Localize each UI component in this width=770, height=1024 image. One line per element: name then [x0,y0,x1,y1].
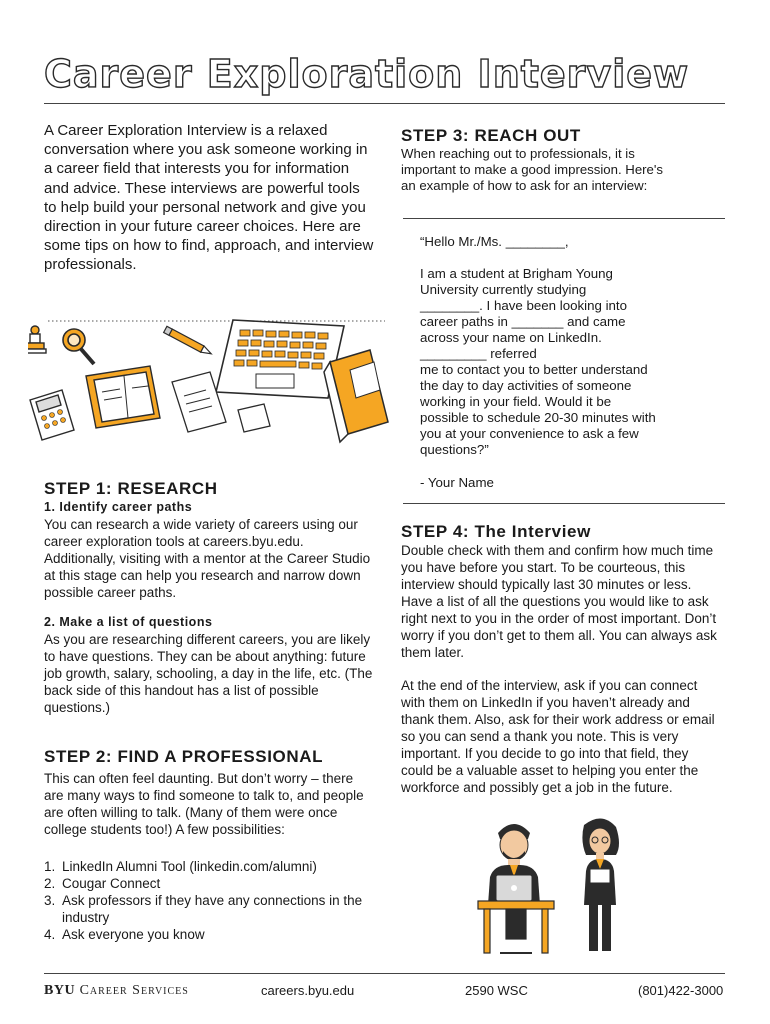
list-item [44,892,374,926]
step4-text2: At the end of the interview, ask if you can connect with them on LinkedIn if you haven’t already and thank them. Also, ask for their work address or email so you can send a thank you note. This is very important. If you decide to go into that field, they could be a valuable asset to helping you enter the workforce and possibly get a job in the future. [401,678,715,795]
step1-sub1-heading: 1. Identify career paths [44,500,193,514]
page-title: Career Exploration Interview [44,52,690,96]
notebook-icon [324,350,388,442]
email-line: ________. I have been looking into [420,298,628,313]
email-line: working in your field. Would it be [420,394,612,409]
man-figure [488,824,540,905]
stamp-icon [28,326,46,353]
step2-text: This can often feel daunting. But don’t worry – there are many ways to find someone to talk to, and people are often willing to talk. (Many of them were once college students too!) A few possibilities: [44,771,364,837]
woman-figure [582,818,619,951]
step1-sub2-heading: 2. Make a list of questions [44,615,213,629]
email-line: I am a student at Brigham Young [420,266,613,281]
sticky-note-icon [238,404,270,432]
title-divider [44,103,725,104]
byu-career-services-logo [44,983,189,999]
intro-paragraph: A Career Exploration Interview is a relaxed conversation where you ask someone working in a career field that interests you for information and advice. These interviews are powerful tools to help build your personal network and give you direction in your future career choices. Here are some tips on how to find, approach, and interview professionals. [44,122,374,274]
possibilities-list [44,858,374,943]
email-line: possible to schedule 20-30 minutes with [420,410,656,425]
email-line: across your name on LinkedIn. [420,330,602,345]
email-line: the day to day activities of someone [420,378,632,393]
email-example-box [403,218,725,504]
list-item-number: 2. [44,876,56,891]
footer-website: careers.byu.edu [261,983,355,998]
list-item-text: LinkedIn Alumni Tool (linkedin.com/alumni) [62,859,317,874]
list-item-text: Ask everyone you know [62,927,205,942]
step1-text2: As you are researching different careers, you are likely to have questions. They can be about anything: future job growth, salary, schooling, a day in the life, etc. (The back side of this handout has a list of possible questions.) [44,632,373,715]
laptop-icon [216,320,344,398]
step1-text1: You can research a wide variety of careers using our career exploration tools at careers.byu.edu. Additionally, visiting with a mentor at the Career Studio at this stage can help you research and narrow down possible career paths. [44,517,371,600]
interview-illustration [470,815,640,963]
email-line: me to contact you to better understand [420,362,648,377]
email-line: University currently studying [420,282,587,297]
step4-heading: STEP 4: The Interview [401,522,591,541]
list-item [44,875,374,892]
list-item [44,858,374,875]
email-line: _________ referred [420,346,537,361]
planner-icon [86,366,160,428]
pencil-icon [164,326,213,357]
calculator-icon [30,390,74,440]
byu-brand: BYU [44,983,76,998]
list-item [44,926,374,943]
desk-figure [478,901,554,953]
list-item-text: Ask professors if they have any connections in the industry [62,893,363,925]
email-line: questions?” [420,442,489,457]
career-services-label: Career Services [79,983,189,998]
email-line: career paths in _______ and came [420,314,626,329]
list-item-number: 3. [44,893,56,908]
list-item-number: 4. [44,927,56,942]
footer-location: 2590 WSC [465,983,528,998]
email-signature: - Your Name [420,475,494,490]
list-item-number: 1. [44,859,56,874]
email-line: “Hello Mr./Ms. ________, [420,234,569,249]
step2-heading: STEP 2: FIND A PROFESSIONAL [44,747,324,766]
email-line: you at your convenience to ask a few [420,426,639,441]
footer-phone: (801)422-3000 [638,983,724,998]
desk-illustration [28,312,390,462]
step3-heading: STEP 3: REACH OUT [401,126,581,145]
list-item-text: Cougar Connect [62,876,161,891]
magnifier-icon [63,329,94,364]
footer-divider [44,973,725,974]
step3-text: When reaching out to professionals, it is important to make a good impression. Here's an example of how to ask for an interview: [401,146,663,193]
step1-heading: STEP 1: RESEARCH [44,479,218,498]
step4-text1: Double check with them and confirm how much time you have before you start. To be courteous, this interview should typically last 30 minutes or less. Have a list of all the questions you would like to ask right next to you in the order of most important. Don’t worry if you don’t get to them all. You can always ask them later. [401,543,717,660]
